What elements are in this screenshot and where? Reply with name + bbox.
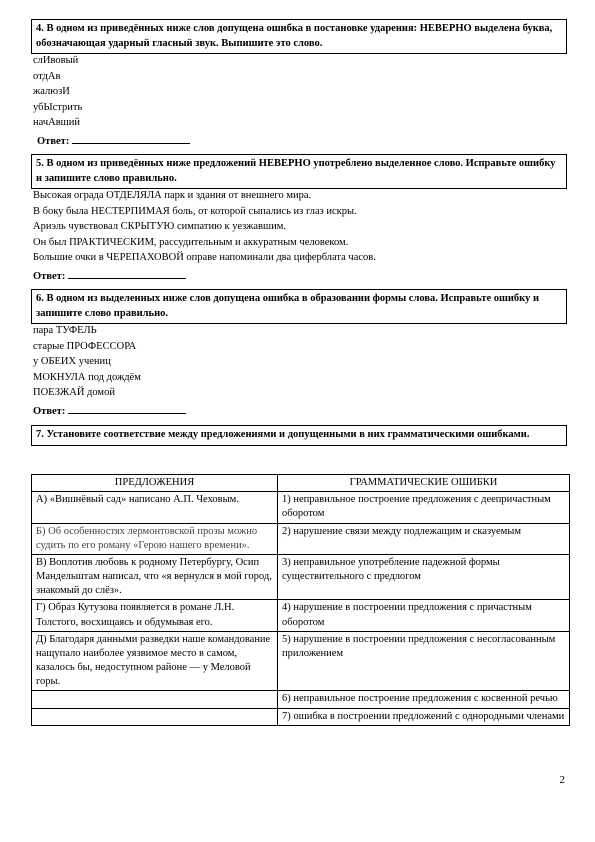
answer-blank[interactable]	[68, 402, 186, 414]
sentence-cell	[32, 708, 278, 725]
word-item: слИвовый	[33, 55, 79, 66]
answer-label: Ответ:	[37, 135, 70, 147]
error-cell: 6) неправильное построение предложения с косвенной речью	[278, 691, 570, 708]
table-row	[32, 554, 570, 600]
answer-blank[interactable]	[72, 132, 190, 144]
sentence-cell: Б) Об особенностях лермонтовской прозы можно судить по его роману «Герою нашего времени».	[32, 523, 278, 554]
column-header-errors: ГРАММАТИЧЕСКИЕ ОШИБКИ	[278, 475, 570, 492]
table-row	[32, 691, 570, 708]
phrase-item: у ОБЕИХ учениц	[33, 356, 111, 367]
task-5-header: 5. В одном из приведённых ниже предложений НЕВЕРНО употреблено выделенное слово. Исправьте ошибку и запишите слово правильно.	[31, 154, 567, 189]
answer-blank[interactable]	[68, 267, 186, 279]
table-header-row	[32, 475, 570, 492]
sentence-item: Большие очки в ЧЕРЕПАХОВОЙ оправе напоминали два циферблата часов.	[33, 252, 376, 263]
table-row	[32, 492, 570, 523]
word-item: отдАв	[33, 70, 61, 82]
task-5-sentences	[33, 189, 573, 282]
task-6-answer	[33, 402, 573, 418]
task-4-answer	[33, 132, 573, 148]
table-row	[32, 523, 570, 554]
word-item: жалюзИ	[33, 86, 70, 97]
sentence-cell: Д) Благодаря данными разведки наше командование нащупало наиболее уязвимое место в самом, казалось бы, недоступном районе — у Меловой горы.	[32, 631, 278, 691]
task-6-header: 6. В одном из выделенных ниже слов допущена ошибка в образовании формы слова. Исправьте ошибку и запишите слово правильно.	[31, 289, 567, 324]
error-cell: 4) нарушение в построении предложения с причастным оборотом	[278, 600, 570, 631]
table-row	[32, 631, 570, 691]
phrase-item: пара ТУФЕЛЬ	[33, 325, 97, 336]
sentence-item: В боку была НЕСТЕРПИМАЯ боль, от которой сыпались из глаз искры.	[33, 205, 357, 217]
sentence-cell: А) «Вишнёвый сад» написано А.П. Чеховым.	[32, 492, 278, 523]
column-header-sentences: ПРЕДЛОЖЕНИЯ	[32, 475, 278, 492]
word-item: убЫстрить	[33, 101, 83, 113]
word-item: начАвший	[33, 117, 81, 128]
error-cell: 2) нарушение связи между подлежащим и сказуемым	[278, 523, 570, 554]
task-5-answer	[33, 267, 573, 283]
answer-label: Ответ:	[33, 270, 66, 282]
sentence-cell: Г) Образ Кутузова появляется в романе Л.Н. Толстого, восхищаясь и обдумывая его.	[32, 600, 278, 631]
sentence-item: Высокая ограда ОТДЕЛЯЛА парк и здания от внешнего мира.	[33, 190, 312, 201]
table-row	[32, 600, 570, 631]
answer-label: Ответ:	[33, 405, 66, 417]
matching-table	[31, 474, 570, 726]
table-row	[32, 708, 570, 725]
error-cell: 1) неправильное построение предложения с деепричастным оборотом	[278, 492, 570, 523]
task-7-header: 7. Установите соответствие между предложениями и допущенными в них грамматическими ошибками.	[31, 425, 567, 446]
error-cell: 7) ошибка в построении предложений с однородными членами	[278, 708, 570, 725]
sentence-item: Ариэль чувствовал СКРЫТУЮ симпатию к уезжавшим.	[33, 221, 286, 232]
sentence-cell: В) Воплотив любовь к родному Петербургу, Осип Мандельштам написал, что «я вернулся в мой город, знакомый до слёз».	[32, 554, 278, 600]
task-4-header: 4. В одном из приведённых ниже слов допущена ошибка в постановке ударения: НЕВЕРНО выделена буква, обозначающая ударный гласный звук. Выпишите это слово.	[31, 19, 567, 54]
error-cell: 3) неправильное употребление падежной формы существительного с предлогом	[278, 554, 570, 600]
error-cell: 5) нарушение в построении предложения с несогласованным приложением	[278, 631, 570, 691]
sentence-item: Он был ПРАКТИЧЕСКИМ, рассудительным и аккуратным человеком.	[33, 236, 349, 248]
sentence-cell	[32, 691, 278, 708]
task-4-words	[33, 54, 573, 147]
page-number: 2	[559, 774, 565, 786]
phrase-item: старые ПРОФЕССОРА	[33, 340, 137, 352]
phrase-item: ПОЕЗЖАЙ домой	[33, 387, 115, 398]
task-6-phrases	[33, 324, 573, 417]
phrase-item: МОКНУЛА под дождём	[33, 371, 141, 383]
